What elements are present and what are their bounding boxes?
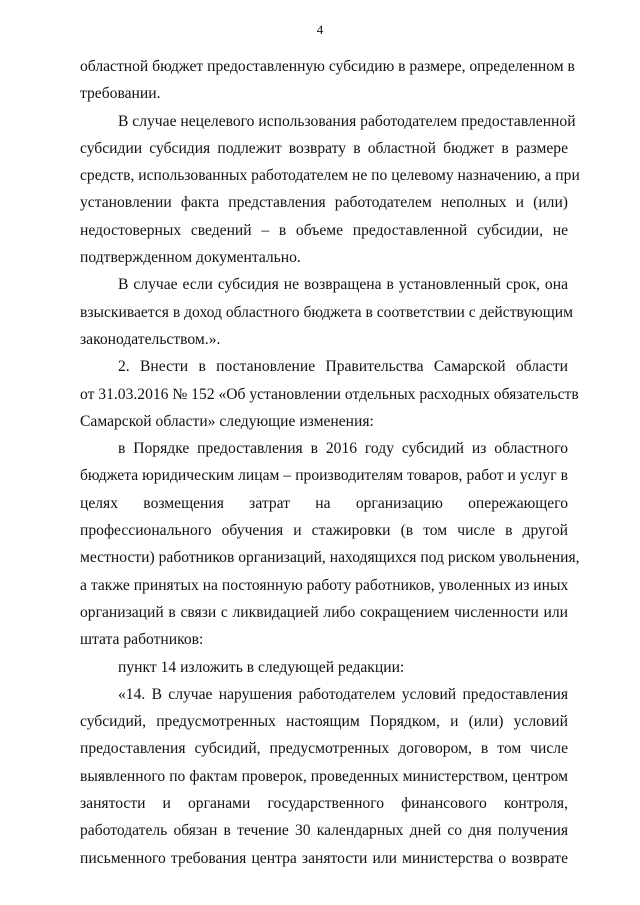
text-line: Самарской области» следующие изменения: <box>80 412 374 430</box>
text-line: штата работников: <box>80 631 204 649</box>
paragraph <box>80 435 580 653</box>
text-line: недостоверных сведений – в объеме предоставленной субсидии, не <box>80 221 568 239</box>
text-line: пункт 14 изложить в следующей редакции: <box>118 658 405 676</box>
paragraph <box>80 353 579 435</box>
paragraph <box>80 53 575 108</box>
text-line: В случае нецелевого использования работодателем предоставленной <box>118 112 576 130</box>
text-line: организаций в связи с ликвидацией либо сокращением численности или <box>80 603 568 621</box>
text-line: письменного требования центра занятости или министерства о возврате <box>80 849 568 867</box>
text-line: занятости и органами государственного финансового контроля, <box>80 795 568 813</box>
text-line: взыскивается в доход областного бюджета в соответствии с действующим <box>80 303 574 321</box>
text-line: В случае если субсидия не возвращена в установленный срок, она <box>118 276 568 294</box>
text-line: средств, использованных работодателем не по целевому назначению, а при <box>80 167 580 185</box>
document-body <box>80 53 580 872</box>
text-line: а также принятых на постоянную работу работников, уволенных из иных <box>80 576 569 594</box>
text-line: предоставления субсидий, предусмотренных договором, в том числе <box>80 740 568 758</box>
page-number: 4 <box>316 22 324 37</box>
text-line: выявленного по фактам проверок, проведенных министерством, центром <box>80 767 568 785</box>
text-line: требовании. <box>80 85 161 103</box>
paragraph <box>80 654 568 681</box>
text-line: подтвержденном документально. <box>80 249 301 267</box>
text-line: работодатель обязан в течение 30 календарных дней со дня получения <box>80 822 568 840</box>
text-line: субсидии субсидия подлежит возврату в областной бюджет в размере <box>80 139 568 157</box>
text-line: областной бюджет предоставленную субсидию в размере, определенном в <box>80 58 575 75</box>
text-line: 2. Внести в постановление Правительства Самарской области <box>118 358 568 376</box>
text-line: бюджета юридическим лицам – производителям товаров, работ и услуг в <box>80 467 568 485</box>
text-line: субсидий, предусмотренных настоящим Порядком, и (или) условий <box>80 713 568 731</box>
text-line: «14. В случае нарушения работодателем условий предоставления <box>118 685 568 703</box>
text-line: профессионального обучения и стажировки (в том числе в другой <box>80 522 568 540</box>
text-line: от 31.03.2016 № 152 «Об установлении отдельных расходных обязательств <box>80 385 579 403</box>
text-line: в Порядке предоставления в 2016 году субсидий из областного <box>118 440 568 458</box>
text-line: целях возмещения затрат на организацию опережающего <box>80 494 568 512</box>
paragraph <box>80 108 580 272</box>
text-line: законодательством.». <box>80 330 221 348</box>
paragraph <box>80 271 574 353</box>
text-line: установлении факта представления работодателем неполных и (или) <box>80 194 568 212</box>
paragraph <box>80 681 568 872</box>
text-line: местности) работников организаций, находящихся под риском увольнения, <box>80 549 580 567</box>
